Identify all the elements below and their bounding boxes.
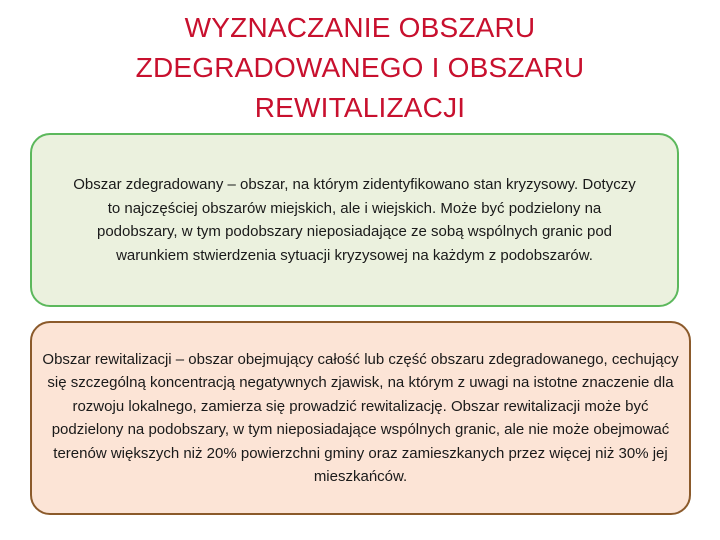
slide-title-line-1: WYZNACZANIE OBSZARU — [184, 12, 536, 43]
slide-title-line-3: REWITALIZACJI — [254, 92, 466, 123]
revitalization-area-definition: Obszar rewitalizacji – obszar obejmujący całość lub część obszaru zdegradowanego, cechujący się szczególną koncentracją negatywnych zjawisk, na którym z uwagi na istotne znaczenie dla rozwoju lokalnego, zamierza się prowadzić rewitalizację. Obszar rewitalizacji może być podzielony na podobszary, w tym nieposiadające wspólnych granic, ale nie może obejmować terenów większych niż 20% powierzchni gminy oraz zamieszkanych przez więcej niż 30% jej mieszkańców. — [42, 350, 679, 485]
degraded-area-box — [30, 133, 679, 307]
slide-title-line-2: ZDEGRADOWANEGO I OBSZARU — [135, 52, 585, 83]
degraded-area-definition: Obszar zdegradowany – obszar, na którym zidentyfikowano stan kryzysowy. Dotyczy to najczęściej obszarów miejskich, ale i wiejskich. Może być podzielony na podobszary, w tym podobszary nieposiadające ze sobą wspólnych granic pod warunkiem stwierdzenia sytuacji kryzysowej na każdym z podobszarów. — [73, 176, 636, 264]
slide-title — [60, 8, 660, 128]
revitalization-area-box — [30, 321, 691, 515]
